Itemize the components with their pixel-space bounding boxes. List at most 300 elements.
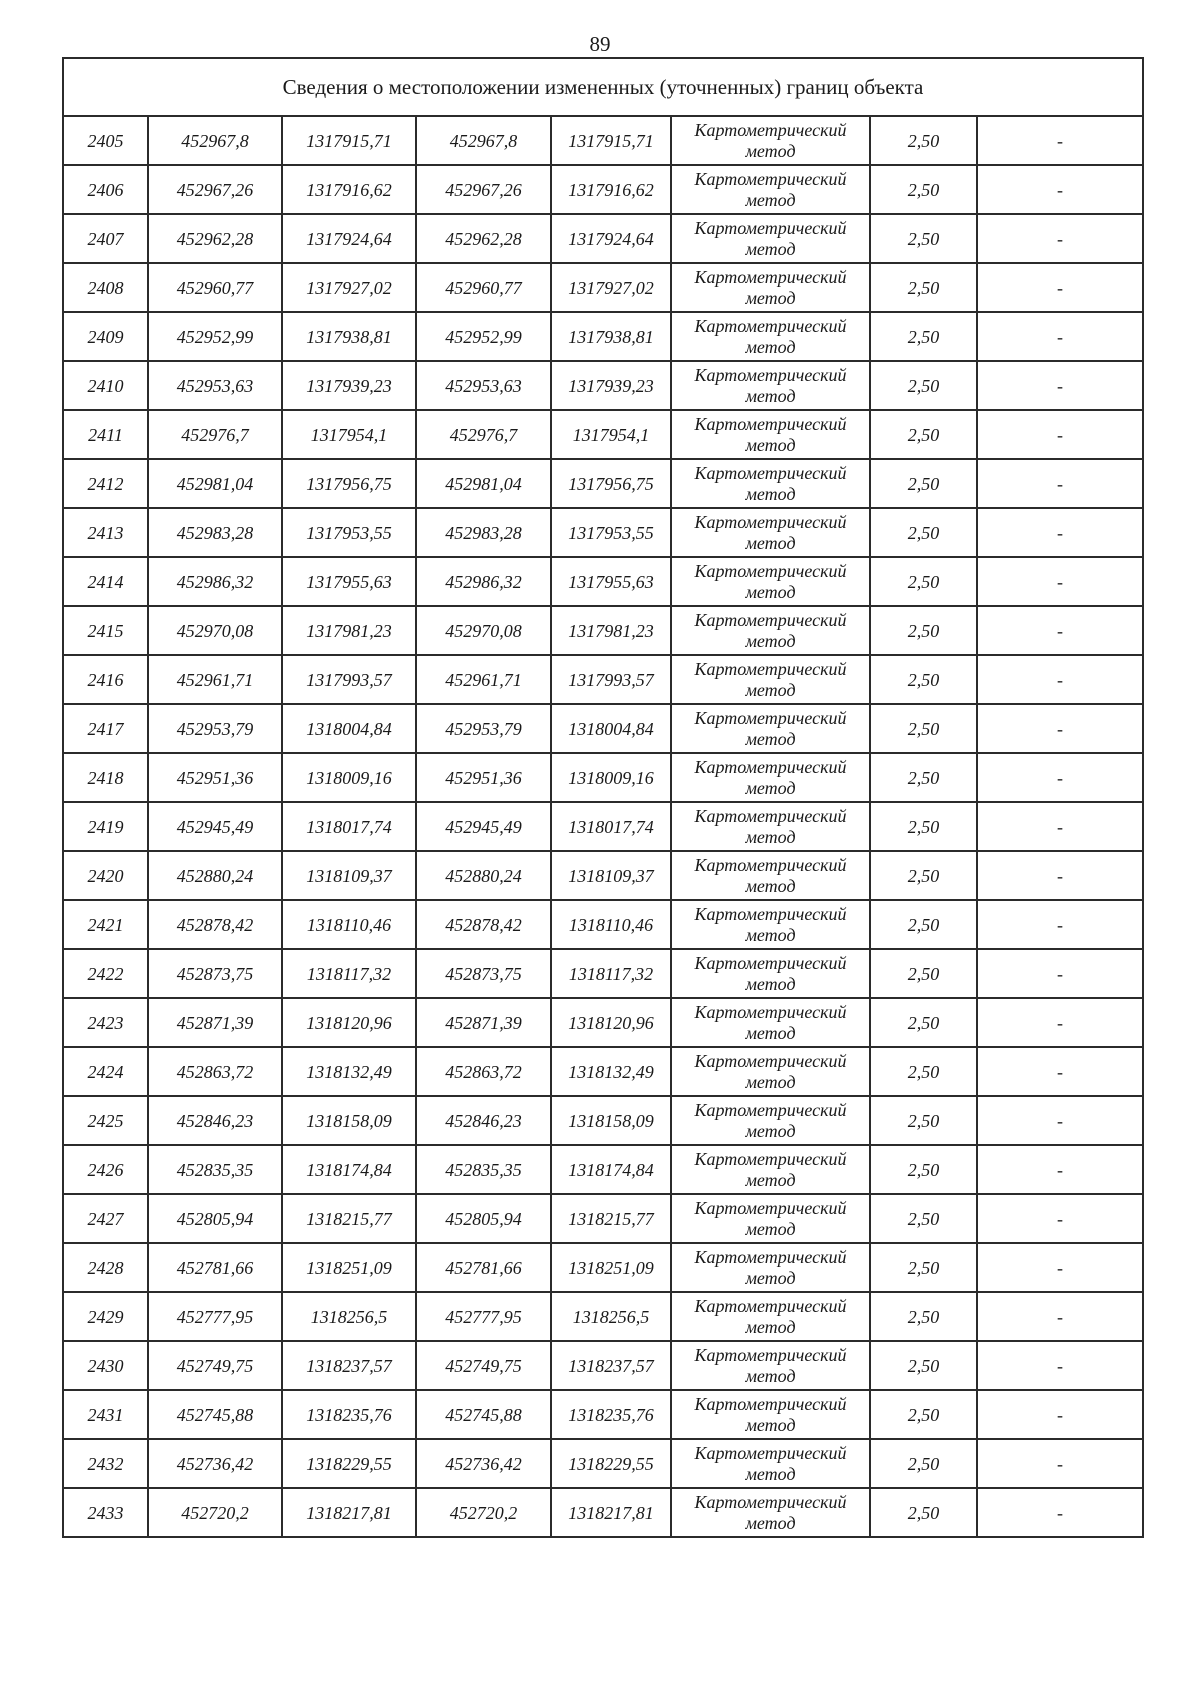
- accuracy-cell: 2,50: [870, 116, 977, 165]
- method-cell: [671, 508, 870, 557]
- y-old-cell: 1318256,5: [282, 1292, 416, 1341]
- method-text-line1: Картометрический: [694, 1001, 847, 1022]
- y-old-cell: 1318235,76: [282, 1390, 416, 1439]
- y-new-cell: 1318158,09: [551, 1096, 671, 1145]
- method-text-line1: Картометрический: [694, 364, 847, 385]
- accuracy-cell: 2,50: [870, 508, 977, 557]
- note-cell: -: [977, 1243, 1143, 1292]
- y-old-cell: 1318120,96: [282, 998, 416, 1047]
- x-new-cell: 452835,35: [416, 1145, 551, 1194]
- point-number-cell: 2405: [63, 116, 148, 165]
- y-new-cell: 1318217,81: [551, 1488, 671, 1537]
- x-new-cell: 452967,26: [416, 165, 551, 214]
- x-new-cell: 452878,42: [416, 900, 551, 949]
- x-old-cell: 452952,99: [148, 312, 282, 361]
- method-text-line1: Картометрический: [694, 119, 847, 140]
- x-new-cell: 452873,75: [416, 949, 551, 998]
- x-old-cell: 452967,8: [148, 116, 282, 165]
- x-new-cell: 452986,32: [416, 557, 551, 606]
- point-number-cell: 2411: [63, 410, 148, 459]
- y-old-cell: 1317915,71: [282, 116, 416, 165]
- method-text-line1: Картометрический: [694, 168, 847, 189]
- accuracy-cell: 2,50: [870, 1096, 977, 1145]
- method-text-line2: метод: [745, 1512, 796, 1533]
- y-new-cell: 1317956,75: [551, 459, 671, 508]
- x-new-cell: 452967,8: [416, 116, 551, 165]
- accuracy-cell: 2,50: [870, 1145, 977, 1194]
- table-title: Сведения о местоположении измененных (уточненных) границ объекта: [63, 58, 1143, 116]
- x-old-cell: 452976,7: [148, 410, 282, 459]
- table-row: [63, 508, 1143, 557]
- x-new-cell: 452777,95: [416, 1292, 551, 1341]
- table-row: [63, 704, 1143, 753]
- y-old-cell: 1317924,64: [282, 214, 416, 263]
- y-new-cell: 1318229,55: [551, 1439, 671, 1488]
- note-cell: -: [977, 655, 1143, 704]
- point-number-cell: 2416: [63, 655, 148, 704]
- table-row: [63, 1243, 1143, 1292]
- y-old-cell: 1317981,23: [282, 606, 416, 655]
- method-text-line1: Картометрический: [694, 217, 847, 238]
- table-row: [63, 116, 1143, 165]
- table-row: [63, 1292, 1143, 1341]
- accuracy-cell: 2,50: [870, 655, 977, 704]
- x-new-cell: 452736,42: [416, 1439, 551, 1488]
- method-text-line2: метод: [745, 1414, 796, 1435]
- point-number-cell: 2421: [63, 900, 148, 949]
- x-new-cell: 452981,04: [416, 459, 551, 508]
- x-new-cell: 452953,63: [416, 361, 551, 410]
- method-cell: [671, 1243, 870, 1292]
- y-old-cell: 1317953,55: [282, 508, 416, 557]
- y-new-cell: 1318004,84: [551, 704, 671, 753]
- y-new-cell: 1318120,96: [551, 998, 671, 1047]
- table-row: [63, 1439, 1143, 1488]
- method-cell: [671, 704, 870, 753]
- x-old-cell: 452986,32: [148, 557, 282, 606]
- x-old-cell: 452873,75: [148, 949, 282, 998]
- table-row: [63, 1096, 1143, 1145]
- table-row: [63, 1488, 1143, 1537]
- point-number-cell: 2408: [63, 263, 148, 312]
- point-number-cell: 2432: [63, 1439, 148, 1488]
- point-number-cell: 2423: [63, 998, 148, 1047]
- y-new-cell: 1317954,1: [551, 410, 671, 459]
- x-old-cell: 452962,28: [148, 214, 282, 263]
- method-text-line2: метод: [745, 189, 796, 210]
- y-old-cell: 1317956,75: [282, 459, 416, 508]
- x-new-cell: 452952,99: [416, 312, 551, 361]
- y-new-cell: 1317981,23: [551, 606, 671, 655]
- method-cell: [671, 655, 870, 704]
- y-new-cell: 1318256,5: [551, 1292, 671, 1341]
- method-cell: [671, 1292, 870, 1341]
- accuracy-cell: 2,50: [870, 557, 977, 606]
- y-new-cell: 1317955,63: [551, 557, 671, 606]
- method-text-line2: метод: [745, 1463, 796, 1484]
- accuracy-cell: 2,50: [870, 998, 977, 1047]
- table-header-row: [63, 58, 1143, 116]
- method-text-line1: Картометрический: [694, 756, 847, 777]
- x-new-cell: 452749,75: [416, 1341, 551, 1390]
- y-new-cell: 1318110,46: [551, 900, 671, 949]
- method-cell: [671, 165, 870, 214]
- method-text-line1: Картометрический: [694, 952, 847, 973]
- x-old-cell: 452967,26: [148, 165, 282, 214]
- point-number-cell: 2427: [63, 1194, 148, 1243]
- method-text-line1: Картометрический: [694, 609, 847, 630]
- y-new-cell: 1318017,74: [551, 802, 671, 851]
- y-old-cell: 1317938,81: [282, 312, 416, 361]
- method-cell: [671, 1341, 870, 1390]
- x-new-cell: 452970,08: [416, 606, 551, 655]
- y-old-cell: 1318174,84: [282, 1145, 416, 1194]
- accuracy-cell: 2,50: [870, 1488, 977, 1537]
- note-cell: -: [977, 214, 1143, 263]
- point-number-cell: 2406: [63, 165, 148, 214]
- method-cell: [671, 851, 870, 900]
- y-old-cell: 1318004,84: [282, 704, 416, 753]
- accuracy-cell: 2,50: [870, 1439, 977, 1488]
- table-row: [63, 998, 1143, 1047]
- note-cell: -: [977, 606, 1143, 655]
- y-old-cell: 1318009,16: [282, 753, 416, 802]
- point-number-cell: 2409: [63, 312, 148, 361]
- accuracy-cell: 2,50: [870, 1243, 977, 1292]
- y-new-cell: 1318132,49: [551, 1047, 671, 1096]
- method-text-line2: метод: [745, 581, 796, 602]
- accuracy-cell: 2,50: [870, 361, 977, 410]
- point-number-cell: 2415: [63, 606, 148, 655]
- method-cell: [671, 263, 870, 312]
- y-new-cell: 1318109,37: [551, 851, 671, 900]
- x-new-cell: 452863,72: [416, 1047, 551, 1096]
- method-text-line2: метод: [745, 826, 796, 847]
- x-new-cell: 452945,49: [416, 802, 551, 851]
- method-cell: [671, 606, 870, 655]
- method-cell: [671, 753, 870, 802]
- y-new-cell: 1317927,02: [551, 263, 671, 312]
- y-old-cell: 1318251,09: [282, 1243, 416, 1292]
- method-text-line1: Картометрический: [694, 1295, 847, 1316]
- point-number-cell: 2424: [63, 1047, 148, 1096]
- method-text-line1: Картометрический: [694, 854, 847, 875]
- method-text-line1: Картометрический: [694, 511, 847, 532]
- x-old-cell: 452953,79: [148, 704, 282, 753]
- point-number-cell: 2428: [63, 1243, 148, 1292]
- y-new-cell: 1317993,57: [551, 655, 671, 704]
- method-text-line1: Картометрический: [694, 1050, 847, 1071]
- point-number-cell: 2418: [63, 753, 148, 802]
- method-cell: [671, 1047, 870, 1096]
- x-old-cell: 452835,35: [148, 1145, 282, 1194]
- y-new-cell: 1318215,77: [551, 1194, 671, 1243]
- method-cell: [671, 1390, 870, 1439]
- y-old-cell: 1317954,1: [282, 410, 416, 459]
- method-cell: [671, 361, 870, 410]
- x-old-cell: 452951,36: [148, 753, 282, 802]
- note-cell: -: [977, 1194, 1143, 1243]
- method-text-line2: метод: [745, 1365, 796, 1386]
- page-number: 89: [589, 32, 611, 56]
- x-old-cell: 452871,39: [148, 998, 282, 1047]
- table-row: [63, 900, 1143, 949]
- table-row: [63, 851, 1143, 900]
- table-row: [63, 1194, 1143, 1243]
- accuracy-cell: 2,50: [870, 704, 977, 753]
- y-old-cell: 1318132,49: [282, 1047, 416, 1096]
- note-cell: -: [977, 1439, 1143, 1488]
- x-old-cell: 452880,24: [148, 851, 282, 900]
- x-new-cell: 452880,24: [416, 851, 551, 900]
- x-old-cell: 452777,95: [148, 1292, 282, 1341]
- x-new-cell: 452720,2: [416, 1488, 551, 1537]
- table-row: [63, 1341, 1143, 1390]
- method-text-line1: Картометрический: [694, 903, 847, 924]
- point-number-cell: 2407: [63, 214, 148, 263]
- x-old-cell: 452781,66: [148, 1243, 282, 1292]
- method-text-line2: метод: [745, 1267, 796, 1288]
- x-new-cell: 452953,79: [416, 704, 551, 753]
- y-new-cell: 1318174,84: [551, 1145, 671, 1194]
- method-text-line2: метод: [745, 1316, 796, 1337]
- y-old-cell: 1318117,32: [282, 949, 416, 998]
- method-cell: [671, 1439, 870, 1488]
- y-new-cell: 1317938,81: [551, 312, 671, 361]
- method-text-line2: метод: [745, 924, 796, 945]
- point-number-cell: 2433: [63, 1488, 148, 1537]
- y-old-cell: 1318229,55: [282, 1439, 416, 1488]
- x-old-cell: 452805,94: [148, 1194, 282, 1243]
- accuracy-cell: 2,50: [870, 606, 977, 655]
- note-cell: -: [977, 116, 1143, 165]
- y-old-cell: 1318109,37: [282, 851, 416, 900]
- accuracy-cell: 2,50: [870, 900, 977, 949]
- method-text-line2: метод: [745, 140, 796, 161]
- x-old-cell: 452749,75: [148, 1341, 282, 1390]
- method-text-line2: метод: [745, 1071, 796, 1092]
- accuracy-cell: 2,50: [870, 949, 977, 998]
- method-text-line1: Картометрический: [694, 1246, 847, 1267]
- y-new-cell: 1318251,09: [551, 1243, 671, 1292]
- y-new-cell: 1317916,62: [551, 165, 671, 214]
- method-cell: [671, 1194, 870, 1243]
- method-cell: [671, 998, 870, 1047]
- method-text-line1: Картометрический: [694, 1491, 847, 1512]
- x-old-cell: 452720,2: [148, 1488, 282, 1537]
- y-old-cell: 1317955,63: [282, 557, 416, 606]
- x-new-cell: 452805,94: [416, 1194, 551, 1243]
- x-old-cell: 452960,77: [148, 263, 282, 312]
- note-cell: -: [977, 851, 1143, 900]
- method-cell: [671, 116, 870, 165]
- method-text-line1: Картометрический: [694, 1344, 847, 1365]
- y-new-cell: 1317924,64: [551, 214, 671, 263]
- accuracy-cell: 2,50: [870, 1047, 977, 1096]
- y-old-cell: 1317939,23: [282, 361, 416, 410]
- note-cell: -: [977, 1341, 1143, 1390]
- note-cell: -: [977, 1096, 1143, 1145]
- note-cell: -: [977, 459, 1143, 508]
- method-text-line1: Картометрический: [694, 707, 847, 728]
- method-text-line1: Картометрический: [694, 315, 847, 336]
- accuracy-cell: 2,50: [870, 263, 977, 312]
- note-cell: -: [977, 753, 1143, 802]
- method-cell: [671, 949, 870, 998]
- table-row: [63, 361, 1143, 410]
- method-text-line2: метод: [745, 679, 796, 700]
- x-old-cell: 452961,71: [148, 655, 282, 704]
- method-cell: [671, 557, 870, 606]
- method-cell: [671, 1145, 870, 1194]
- method-cell: [671, 312, 870, 361]
- point-number-cell: 2414: [63, 557, 148, 606]
- x-old-cell: 452970,08: [148, 606, 282, 655]
- point-number-cell: 2430: [63, 1341, 148, 1390]
- method-text-line2: метод: [745, 238, 796, 259]
- method-text-line2: метод: [745, 728, 796, 749]
- method-text-line1: Картометрический: [694, 1393, 847, 1414]
- y-new-cell: 1318235,76: [551, 1390, 671, 1439]
- method-text-line2: метод: [745, 973, 796, 994]
- x-old-cell: 452736,42: [148, 1439, 282, 1488]
- y-old-cell: 1318237,57: [282, 1341, 416, 1390]
- table-row: [63, 606, 1143, 655]
- x-old-cell: 452863,72: [148, 1047, 282, 1096]
- x-new-cell: 452871,39: [416, 998, 551, 1047]
- x-old-cell: 452945,49: [148, 802, 282, 851]
- accuracy-cell: 2,50: [870, 802, 977, 851]
- method-text-line2: метод: [745, 1169, 796, 1190]
- note-cell: -: [977, 1292, 1143, 1341]
- method-text-line1: Картометрический: [694, 1197, 847, 1218]
- point-number-cell: 2410: [63, 361, 148, 410]
- y-old-cell: 1317927,02: [282, 263, 416, 312]
- point-number-cell: 2422: [63, 949, 148, 998]
- y-new-cell: 1318237,57: [551, 1341, 671, 1390]
- table-row: [63, 165, 1143, 214]
- y-old-cell: 1317993,57: [282, 655, 416, 704]
- table-row: [63, 802, 1143, 851]
- method-text-line2: метод: [745, 434, 796, 455]
- x-new-cell: 452983,28: [416, 508, 551, 557]
- table-row: [63, 214, 1143, 263]
- accuracy-cell: 2,50: [870, 214, 977, 263]
- method-text-line2: метод: [745, 483, 796, 504]
- y-old-cell: 1318017,74: [282, 802, 416, 851]
- method-cell: [671, 802, 870, 851]
- note-cell: -: [977, 557, 1143, 606]
- note-cell: -: [977, 263, 1143, 312]
- method-text-line1: Картометрический: [694, 266, 847, 287]
- table-row: [63, 263, 1143, 312]
- method-text-line1: Картометрический: [694, 560, 847, 581]
- y-new-cell: 1317953,55: [551, 508, 671, 557]
- accuracy-cell: 2,50: [870, 1194, 977, 1243]
- note-cell: -: [977, 949, 1143, 998]
- accuracy-cell: 2,50: [870, 312, 977, 361]
- method-cell: [671, 1096, 870, 1145]
- y-old-cell: 1318215,77: [282, 1194, 416, 1243]
- method-text-line1: Картометрический: [694, 658, 847, 679]
- x-new-cell: 452960,77: [416, 263, 551, 312]
- x-old-cell: 452983,28: [148, 508, 282, 557]
- point-number-cell: 2412: [63, 459, 148, 508]
- note-cell: -: [977, 1488, 1143, 1537]
- x-old-cell: 452878,42: [148, 900, 282, 949]
- method-cell: [671, 214, 870, 263]
- x-old-cell: 452953,63: [148, 361, 282, 410]
- note-cell: -: [977, 998, 1143, 1047]
- x-old-cell: 452745,88: [148, 1390, 282, 1439]
- method-text-line2: метод: [745, 777, 796, 798]
- note-cell: -: [977, 900, 1143, 949]
- y-old-cell: 1318110,46: [282, 900, 416, 949]
- y-old-cell: 1317916,62: [282, 165, 416, 214]
- method-text-line1: Картометрический: [694, 1099, 847, 1120]
- x-old-cell: 452846,23: [148, 1096, 282, 1145]
- method-text-line2: метод: [745, 1022, 796, 1043]
- accuracy-cell: 2,50: [870, 459, 977, 508]
- y-old-cell: 1318217,81: [282, 1488, 416, 1537]
- method-text-line1: Картометрический: [694, 1148, 847, 1169]
- method-text-line1: Картометрический: [694, 462, 847, 483]
- x-new-cell: 452961,71: [416, 655, 551, 704]
- x-old-cell: 452981,04: [148, 459, 282, 508]
- table-row: [63, 949, 1143, 998]
- method-cell: [671, 459, 870, 508]
- method-text-line2: метод: [745, 287, 796, 308]
- note-cell: -: [977, 1047, 1143, 1096]
- method-cell: [671, 900, 870, 949]
- note-cell: -: [977, 165, 1143, 214]
- y-new-cell: 1317915,71: [551, 116, 671, 165]
- method-text-line1: Картометрический: [694, 413, 847, 434]
- method-text-line2: метод: [745, 532, 796, 553]
- point-number-cell: 2419: [63, 802, 148, 851]
- method-text-line2: метод: [745, 336, 796, 357]
- note-cell: -: [977, 410, 1143, 459]
- accuracy-cell: 2,50: [870, 410, 977, 459]
- table-row: [63, 557, 1143, 606]
- accuracy-cell: 2,50: [870, 851, 977, 900]
- point-number-cell: 2425: [63, 1096, 148, 1145]
- point-number-cell: 2417: [63, 704, 148, 753]
- boundary-coordinates-table: [62, 57, 1144, 1538]
- accuracy-cell: 2,50: [870, 165, 977, 214]
- note-cell: -: [977, 1390, 1143, 1439]
- note-cell: -: [977, 704, 1143, 753]
- note-cell: -: [977, 1145, 1143, 1194]
- x-new-cell: 452962,28: [416, 214, 551, 263]
- table-row: [63, 753, 1143, 802]
- y-old-cell: 1318158,09: [282, 1096, 416, 1145]
- table-row: [63, 312, 1143, 361]
- table-row: [63, 655, 1143, 704]
- point-number-cell: 2429: [63, 1292, 148, 1341]
- method-text-line2: метод: [745, 1120, 796, 1141]
- accuracy-cell: 2,50: [870, 753, 977, 802]
- note-cell: -: [977, 361, 1143, 410]
- y-new-cell: 1317939,23: [551, 361, 671, 410]
- y-new-cell: 1318009,16: [551, 753, 671, 802]
- method-cell: [671, 1488, 870, 1537]
- table-row: [63, 410, 1143, 459]
- note-cell: -: [977, 508, 1143, 557]
- method-text-line2: метод: [745, 875, 796, 896]
- x-new-cell: 452745,88: [416, 1390, 551, 1439]
- table-row: [63, 1047, 1143, 1096]
